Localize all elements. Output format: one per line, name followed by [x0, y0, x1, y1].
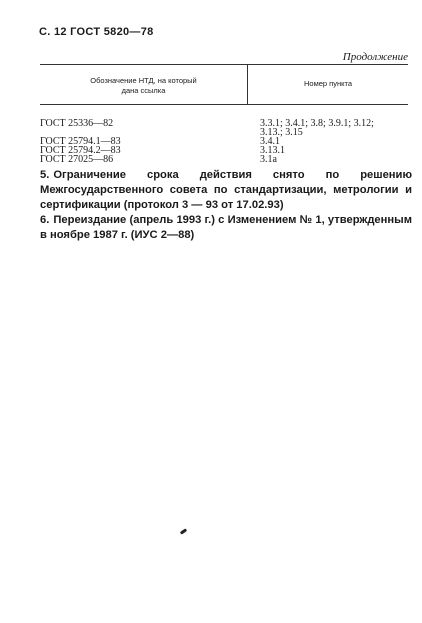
col-doc-header-line2: дана ссылка	[121, 86, 166, 95]
items-column	[248, 119, 408, 164]
page-header: С. 12 ГОСТ 5820—78	[39, 26, 154, 38]
note-text: Переиздание (апрель 1993 г.) с Изменением № 1, утвержденным в ноябре 1987 г. (ИУС 2—88)	[40, 214, 412, 241]
col-items-header: Номер пункта	[303, 79, 352, 88]
note-number: 5.	[40, 169, 50, 181]
table-header	[40, 65, 408, 105]
note-number: 6.	[40, 214, 50, 226]
table-row-doc: ГОСТ 25336—82	[40, 118, 114, 129]
ink-speck	[180, 528, 187, 534]
col-doc-header-line1: Обозначение НТД, на который	[90, 76, 197, 85]
col-doc-header	[40, 65, 248, 104]
table-row-doc: ГОСТ 27025—86	[40, 154, 114, 165]
note-text: Ограничение срока действия снято по решению Межгосударственного совета по стандартизации, метрологии и сертификации (протокол 3 — 93 от 17.02.93)	[40, 169, 412, 211]
note-5	[40, 168, 412, 213]
continuation-label: Продолжение	[342, 51, 408, 63]
doc-column	[40, 119, 248, 164]
table-row-doc: ГОСТ 25794.1—83	[40, 136, 121, 147]
table-row-items: 3.13.1	[260, 145, 285, 156]
table-row-items: 3.3.1; 3.4.1; 3.8; 3.9.1; 3.12;	[260, 118, 374, 129]
reference-table	[40, 64, 408, 164]
table-body	[40, 105, 408, 164]
table-row-items: 3.1а	[260, 154, 277, 165]
table-row-doc: ГОСТ 25794.2—83	[40, 145, 121, 156]
table-row-items-cont: 3.13.; 3.15	[260, 127, 303, 138]
note-6	[40, 213, 412, 243]
table-row-items: 3.4.1	[260, 136, 280, 147]
